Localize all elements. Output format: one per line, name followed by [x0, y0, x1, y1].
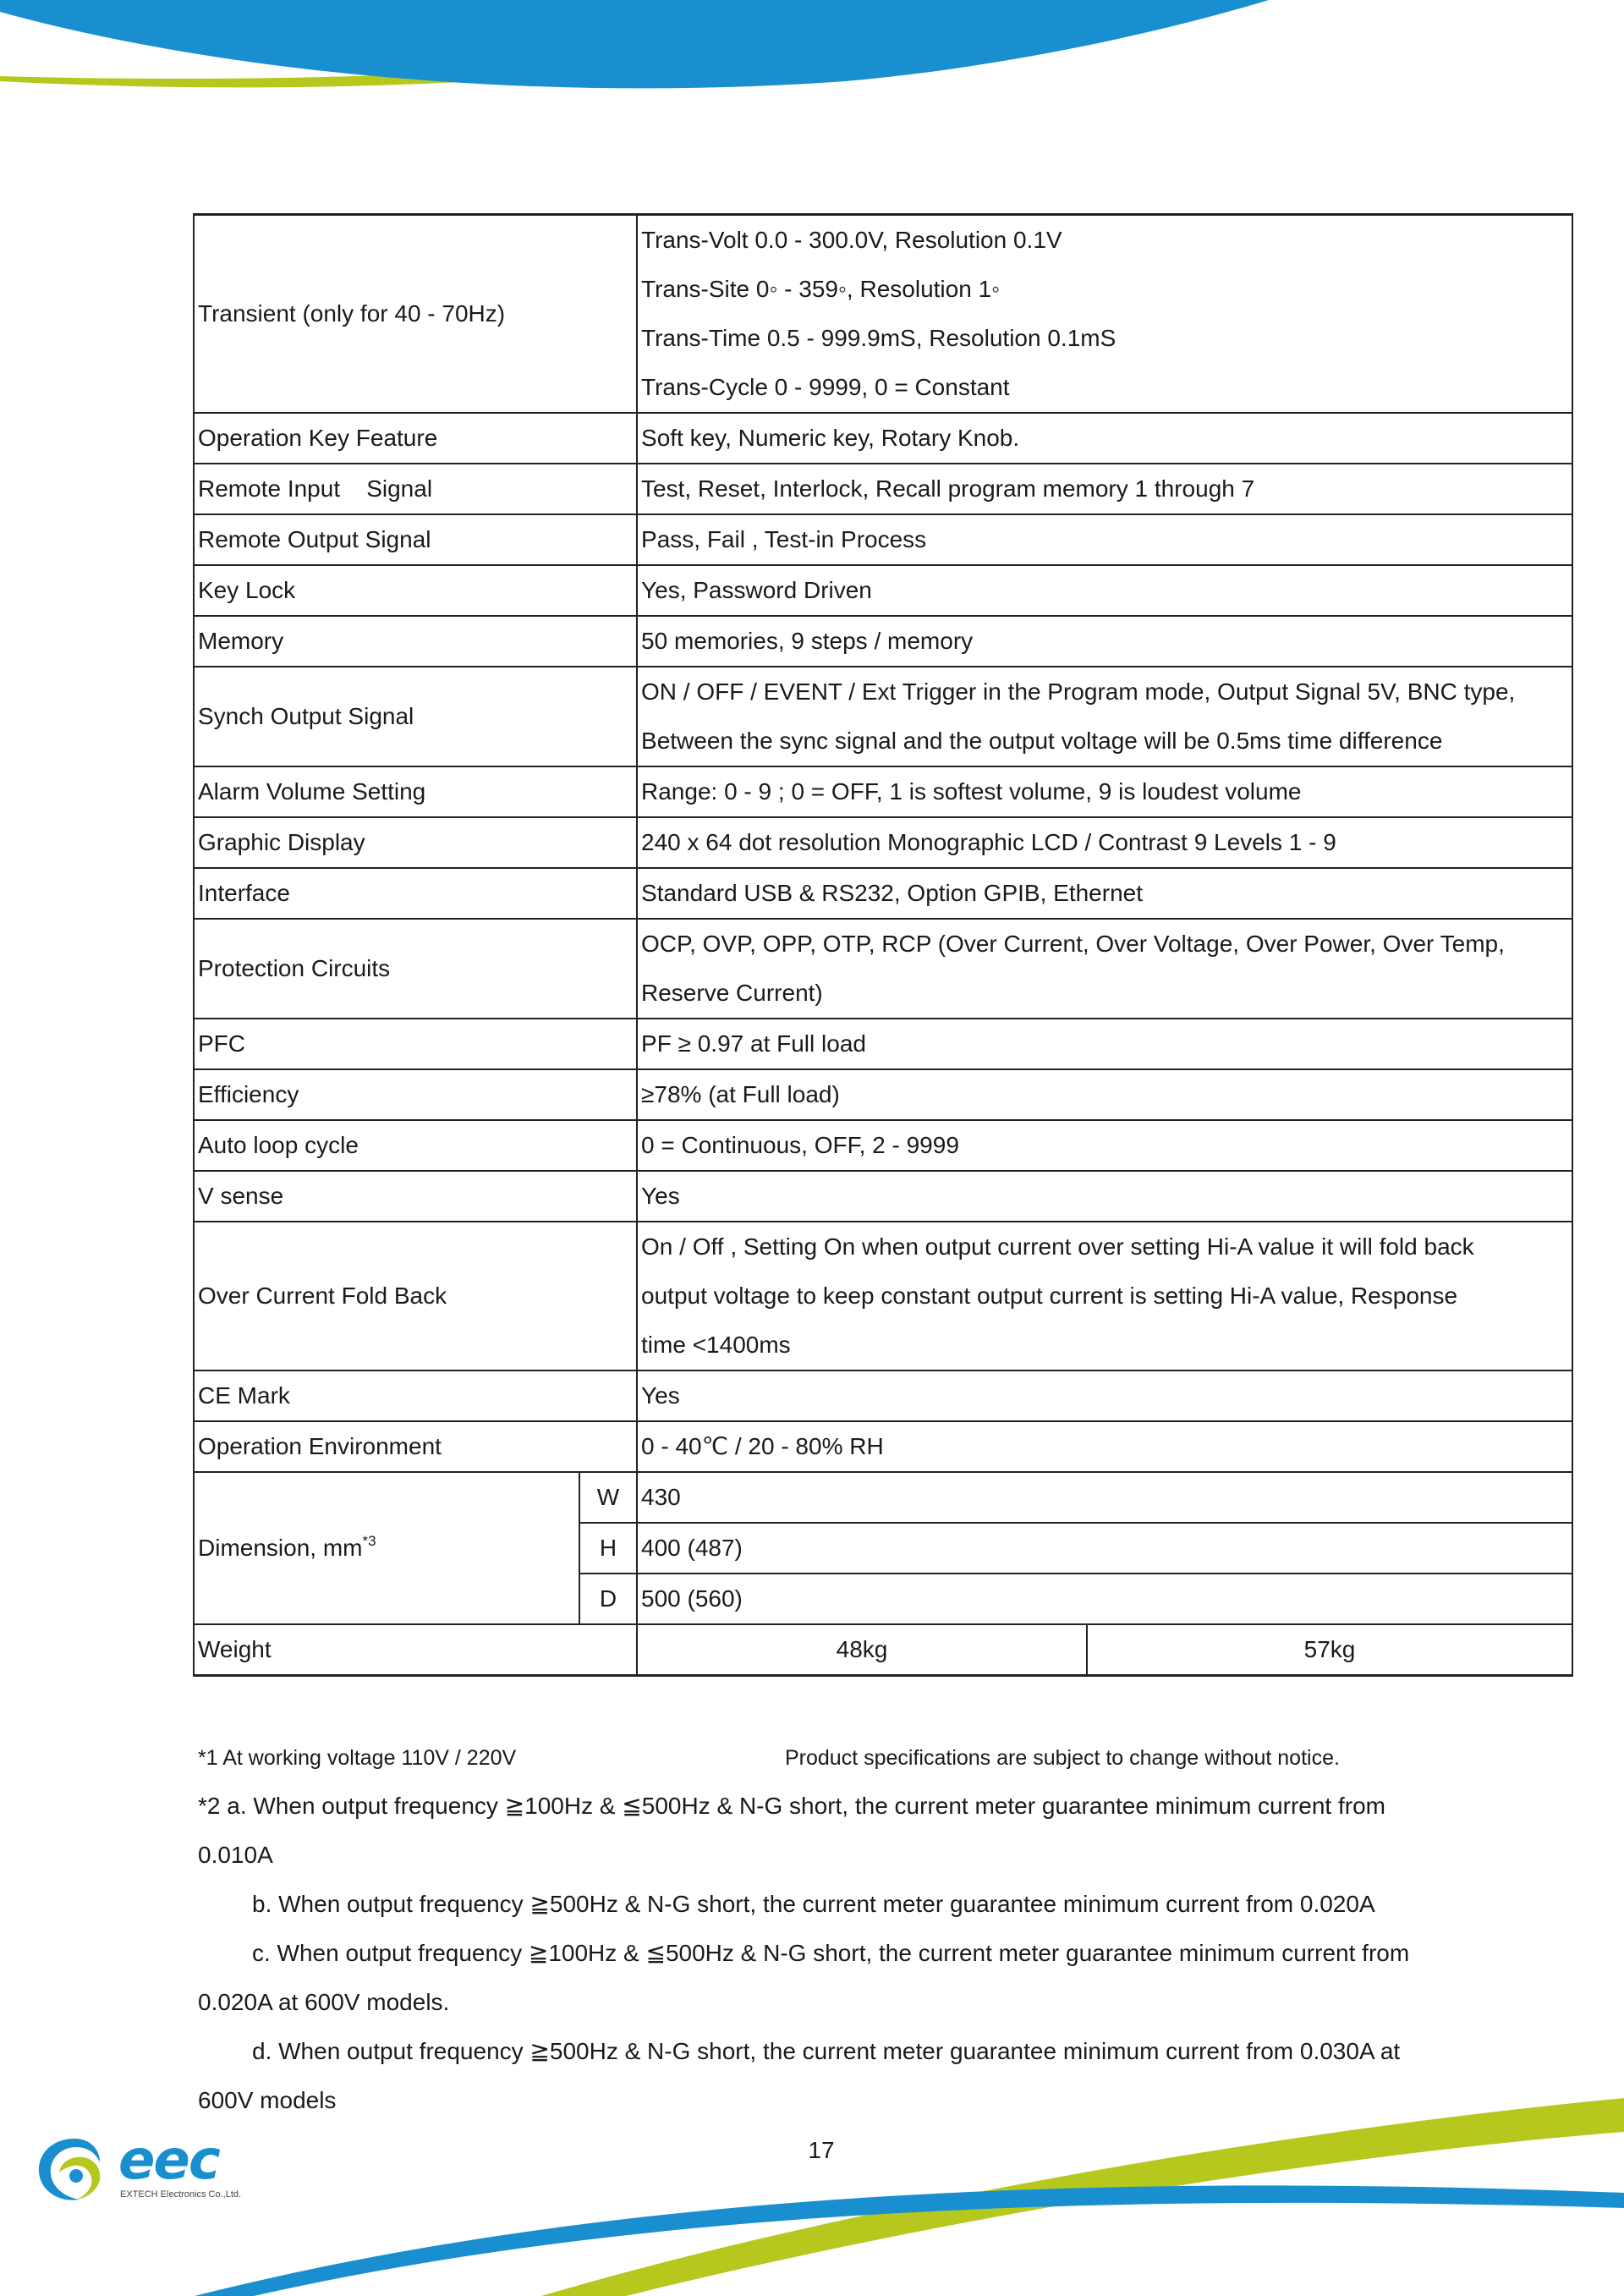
table-row	[194, 919, 1572, 1019]
spec-label-v-sense: V sense	[194, 1171, 637, 1222]
spec-value-ocfb: On / Off , Setting On when output current over setting Hi-A value it will fold back output voltage to keep constant output current is setting Hi-A value, Response time <1400ms	[637, 1222, 1572, 1370]
blue-swoosh	[0, 0, 1269, 88]
spec-label-protection: Protection Circuits	[194, 919, 637, 1019]
spec-value-efficiency: ≥78% (at Full load)	[637, 1069, 1572, 1120]
spec-label-environment: Operation Environment	[194, 1421, 637, 1472]
spec-value-ce-mark: Yes	[637, 1370, 1572, 1421]
spec-label-auto-loop: Auto loop cycle	[194, 1120, 637, 1171]
table-row	[194, 1370, 1572, 1421]
footnotes	[198, 1734, 1568, 2125]
disclaimer: Product specifications are subject to change without notice.	[785, 1746, 1340, 1770]
logo-wordmark: eec	[118, 2129, 219, 2192]
spec-value-remote-output: Pass, Fail , Test-in Process	[637, 514, 1572, 565]
footnote-2a: *2 a. When output frequency ≧100Hz & ≦500Hz & N-G short, the current meter guarantee minimum current from	[198, 1793, 1385, 1819]
weight-value-a: 48kg	[637, 1624, 1087, 1676]
spec-label-interface: Interface	[194, 868, 637, 919]
spec-value-transient: Trans-Volt 0.0 - 300.0V, Resolution 0.1V Trans-Site 0◦ - 359◦, Resolution 1◦ Trans-Time 0.5 - 999.9mS, Resolution 0.1mS Trans-Cycle 0 - 9999, 0 = Constant	[637, 215, 1572, 414]
dimension-value-w: 430	[637, 1472, 1572, 1523]
table-row	[194, 215, 1572, 414]
spec-label-operation-key: Operation Key Feature	[194, 413, 637, 464]
spec-value-interface: Standard USB & RS232, Option GPIB, Ethernet	[637, 868, 1572, 919]
dimension-axis-d: D	[579, 1574, 637, 1624]
table-row	[194, 1019, 1572, 1069]
footnote-2c-cont: 0.020A at 600V models.	[198, 1989, 450, 2015]
footnote-1: *1 At working voltage 110V / 220V	[198, 1746, 517, 1770]
spec-label-pfc: PFC	[194, 1019, 637, 1069]
footnote-row-1	[198, 1734, 1568, 1782]
spec-value-alarm-volume: Range: 0 - 9 ; 0 = OFF, 1 is softest volume, 9 is loudest volume	[637, 766, 1572, 817]
spec-label-key-lock: Key Lock	[194, 565, 637, 616]
blue-swoosh	[195, 2185, 1624, 2296]
spec-label-ocfb: Over Current Fold Back	[194, 1222, 637, 1370]
footnote-2a-cont: 0.010A	[198, 1842, 273, 1868]
footnote-2b: b. When output frequency ≧500Hz & N-G short, the current meter guarantee minimum current from 0.020A	[252, 1891, 1375, 1917]
spec-label-weight: Weight	[194, 1624, 637, 1676]
dimension-axis-w: W	[579, 1472, 637, 1523]
table-row	[194, 1069, 1572, 1120]
spec-label-transient: Transient (only for 40 - 70Hz)	[194, 215, 637, 414]
spec-label-remote-input: Remote Input Signal	[194, 464, 637, 514]
table-row	[194, 1624, 1572, 1676]
spec-value-operation-key: Soft key, Numeric key, Rotary Knob.	[637, 413, 1572, 464]
table-row	[194, 817, 1572, 868]
table-row	[194, 766, 1572, 817]
table-row	[194, 1472, 1572, 1523]
footnote-2c: c. When output frequency ≧100Hz & ≦500Hz & N-G short, the current meter guarantee minimum current from	[252, 1940, 1410, 1966]
spec-value-memory: 50 memories, 9 steps / memory	[637, 616, 1572, 667]
spec-value-key-lock: Yes, Password Driven	[637, 565, 1572, 616]
footnote-marker: *3	[362, 1533, 376, 1549]
footer-swoosh-decoration	[0, 2098, 1624, 2296]
footnote-2d-cont: 600V models	[198, 2087, 337, 2113]
table-row	[194, 667, 1572, 766]
spec-value-auto-loop: 0 = Continuous, OFF, 2 - 9999	[637, 1120, 1572, 1171]
spec-value-remote-input: Test, Reset, Interlock, Recall program memory 1 through 7	[637, 464, 1572, 514]
spec-label-memory: Memory	[194, 616, 637, 667]
spec-value-synch-output: ON / OFF / EVENT / Ext Trigger in the Program mode, Output Signal 5V, BNC type, Between the sync signal and the output voltage will be 0.5ms time difference	[637, 667, 1572, 766]
table-row	[194, 514, 1572, 565]
spec-label-efficiency: Efficiency	[194, 1069, 637, 1120]
table-row	[194, 1421, 1572, 1472]
spec-value-pfc: PF ≥ 0.97 at Full load	[637, 1019, 1572, 1069]
weight-value-b: 57kg	[1087, 1624, 1572, 1676]
table-row	[194, 464, 1572, 514]
table-row	[194, 868, 1572, 919]
spec-label-ce-mark: CE Mark	[194, 1370, 637, 1421]
table-row	[194, 413, 1572, 464]
spec-label-synch-output: Synch Output Signal	[194, 667, 637, 766]
specification-table	[193, 213, 1573, 1677]
table-row	[194, 1171, 1572, 1222]
spec-value-environment: 0 - 40℃ / 20 - 80% RH	[637, 1421, 1572, 1472]
dimension-value-d: 500 (560)	[637, 1574, 1572, 1624]
spec-label-graphic-display: Graphic Display	[194, 817, 637, 868]
spec-value-v-sense: Yes	[637, 1171, 1572, 1222]
table-row	[194, 565, 1572, 616]
spec-label-alarm-volume: Alarm Volume Setting	[194, 766, 637, 817]
spec-label-remote-output: Remote Output Signal	[194, 514, 637, 565]
dimension-value-h: 400 (487)	[637, 1523, 1572, 1574]
footnote-2d: d. When output frequency ≧500Hz & N-G short, the current meter guarantee minimum current from 0.030A at	[252, 2038, 1401, 2064]
spec-value-graphic-display: 240 x 64 dot resolution Monographic LCD / Contrast 9 Levels 1 - 9	[637, 817, 1572, 868]
table-row	[194, 1120, 1572, 1171]
table-row	[194, 1222, 1572, 1370]
page-number: 17	[808, 2137, 835, 2163]
table-row	[194, 616, 1572, 667]
header-swoosh-decoration	[0, 0, 1624, 110]
dimension-axis-h: H	[579, 1523, 637, 1574]
spec-label-dimension: Dimension, $mm^{*3}$	[194, 1472, 579, 1624]
spec-value-protection: OCP, OVP, OPP, OTP, RCP (Over Current, Over Voltage, Over Power, Over Temp, Reserve Current)	[637, 919, 1572, 1019]
company-name: EXTECH Electronics Co.,Ltd.	[120, 2189, 242, 2200]
